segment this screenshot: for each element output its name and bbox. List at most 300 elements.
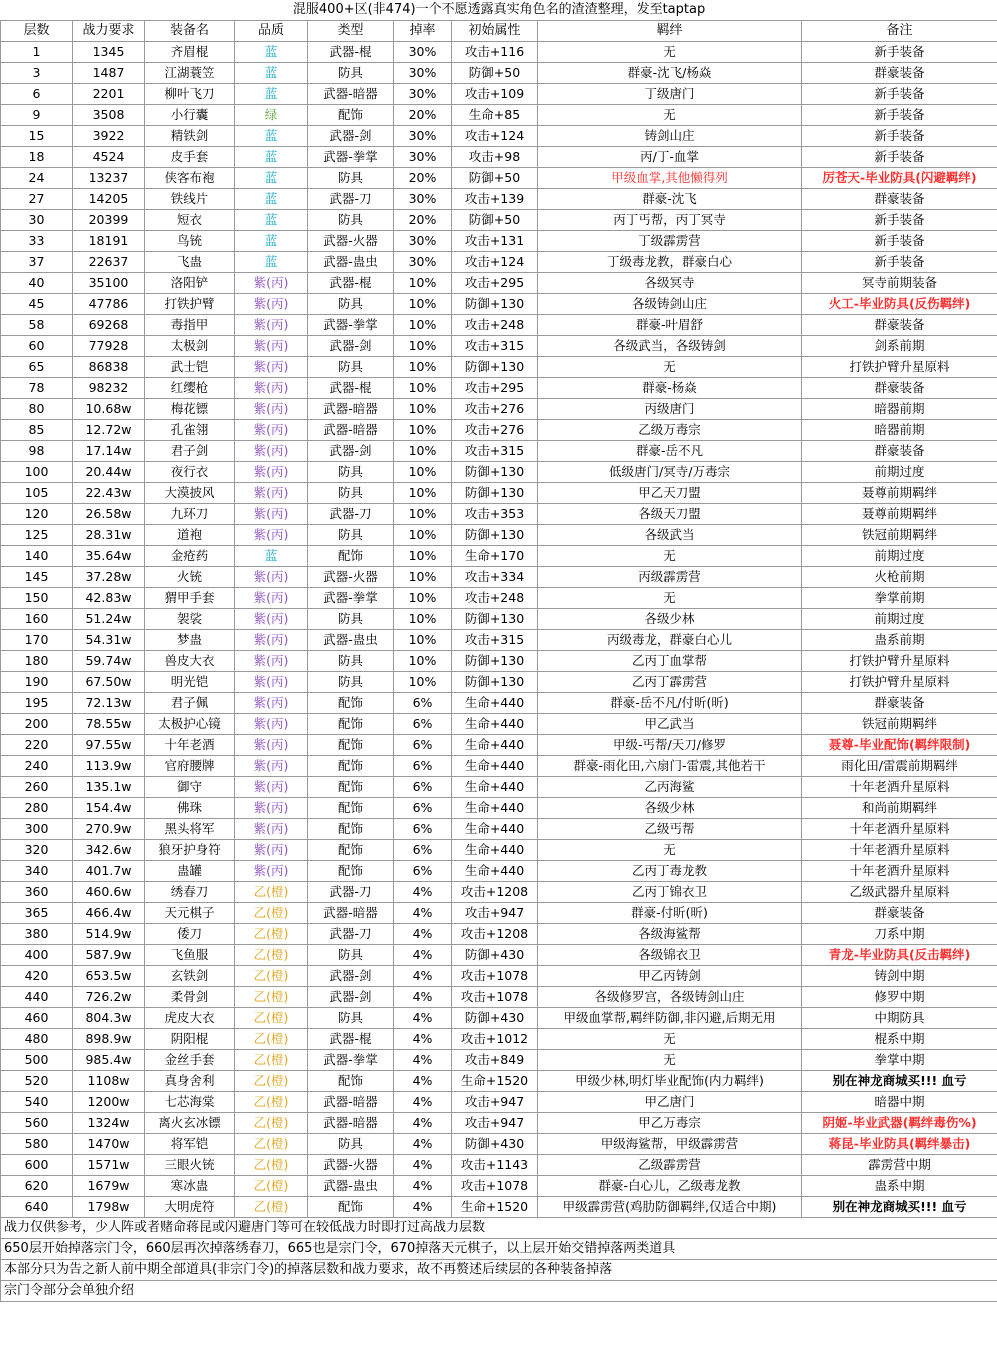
cell-type: 武器-剑 <box>308 126 394 147</box>
cell-name: 离火玄冰镖 <box>145 1113 235 1134</box>
cell-bond: 丙级毒龙，群豪白心儿 <box>538 630 802 651</box>
cell-type: 防具 <box>308 462 394 483</box>
footnote-text: 本部分只为告之新人前中期全部道具(非宗门令)的掉落层数和战力要求，故不再赘述后续层的各种装备掉落 <box>1 1260 997 1281</box>
header-name: 装备名 <box>145 21 235 42</box>
cell-rate: 6% <box>394 714 452 735</box>
sheet-title: 混服400+区(非474)一个不愿透露真实角色名的渣渣整理，发至taptap <box>292 2 706 17</box>
table-row <box>1 84 997 105</box>
cell-name: 御守 <box>145 777 235 798</box>
cell-bond: 群豪-雨化田,六扇门-雷震,其他若干 <box>538 756 802 777</box>
cell-attr: 生命+440 <box>452 735 538 756</box>
cell-rate: 10% <box>394 504 452 525</box>
cell-power: 59.74w <box>73 651 145 672</box>
cell-attr: 防御+130 <box>452 294 538 315</box>
cell-bond: 乙级万毒宗 <box>538 420 802 441</box>
cell-note: 铁冠前期羁绊 <box>802 714 997 735</box>
cell-rate: 4% <box>394 1008 452 1029</box>
cell-bond: 乙丙丁血掌帮 <box>538 651 802 672</box>
footnote-row <box>1 1260 997 1281</box>
cell-type: 防具 <box>308 210 394 231</box>
table-row <box>1 651 997 672</box>
table-row <box>1 840 997 861</box>
cell-note: 霹雳营中期 <box>802 1155 997 1176</box>
cell-name: 袈裟 <box>145 609 235 630</box>
cell-rate: 20% <box>394 210 452 231</box>
cell-name: 玄铁剑 <box>145 966 235 987</box>
cell-level: 460 <box>1 1008 73 1029</box>
cell-quality: 乙(橙) <box>235 1071 308 1092</box>
cell-rate: 4% <box>394 1155 452 1176</box>
table-row <box>1 588 997 609</box>
cell-type: 武器-暗器 <box>308 420 394 441</box>
cell-name: 皮手套 <box>145 147 235 168</box>
cell-quality: 蓝 <box>235 168 308 189</box>
cell-name: 红缨枪 <box>145 378 235 399</box>
cell-name: 金丝手套 <box>145 1050 235 1071</box>
cell-level: 340 <box>1 861 73 882</box>
cell-power: 342.6w <box>73 840 145 861</box>
cell-power: 77928 <box>73 336 145 357</box>
cell-rate: 4% <box>394 1134 452 1155</box>
cell-note: 十年老酒升星原料 <box>802 861 997 882</box>
cell-attr: 攻击+295 <box>452 378 538 399</box>
cell-level: 65 <box>1 357 73 378</box>
cell-rate: 6% <box>394 777 452 798</box>
cell-type: 防具 <box>308 483 394 504</box>
table-row <box>1 945 997 966</box>
cell-rate: 4% <box>394 966 452 987</box>
table-row <box>1 798 997 819</box>
cell-type: 武器-蛊虫 <box>308 630 394 651</box>
cell-name: 小行囊 <box>145 105 235 126</box>
cell-type: 武器-暗器 <box>308 1113 394 1134</box>
cell-bond: 各级锦衣卫 <box>538 945 802 966</box>
cell-quality: 蓝 <box>235 210 308 231</box>
cell-type: 配饰 <box>308 546 394 567</box>
cell-power: 1470w <box>73 1134 145 1155</box>
cell-power: 1345 <box>73 42 145 63</box>
cell-note: 冥寺前期装备 <box>802 273 997 294</box>
table-row <box>1 609 997 630</box>
cell-bond: 无 <box>538 840 802 861</box>
cell-name: 蛊罐 <box>145 861 235 882</box>
cell-level: 125 <box>1 525 73 546</box>
cell-attr: 攻击+276 <box>452 420 538 441</box>
table-row <box>1 861 997 882</box>
cell-power: 154.4w <box>73 798 145 819</box>
cell-name: 毒指甲 <box>145 315 235 336</box>
cell-quality: 紫(丙) <box>235 567 308 588</box>
cell-level: 190 <box>1 672 73 693</box>
cell-attr: 攻击+1143 <box>452 1155 538 1176</box>
table-row <box>1 756 997 777</box>
cell-note: 和尚前期羁绊 <box>802 798 997 819</box>
cell-level: 27 <box>1 189 73 210</box>
table-row <box>1 231 997 252</box>
cell-type: 配饰 <box>308 1197 394 1218</box>
cell-note: 别在神龙商城买!!! 血亏 <box>802 1071 997 1092</box>
table-row <box>1 273 997 294</box>
cell-bond: 各级修罗宫，各级铸剑山庄 <box>538 987 802 1008</box>
cell-name: 打铁护臂 <box>145 294 235 315</box>
cell-rate: 20% <box>394 105 452 126</box>
cell-attr: 攻击+1208 <box>452 924 538 945</box>
cell-bond: 甲级少林,明灯毕业配饰(内力羁绊) <box>538 1071 802 1092</box>
cell-bond: 群豪-付昕(昕) <box>538 903 802 924</box>
cell-name: 金疮药 <box>145 546 235 567</box>
cell-note: 暗器前期 <box>802 399 997 420</box>
cell-rate: 30% <box>394 84 452 105</box>
table-row <box>1 189 997 210</box>
cell-note: 新手装备 <box>802 231 997 252</box>
cell-power: 20.44w <box>73 462 145 483</box>
cell-type: 武器-火器 <box>308 1155 394 1176</box>
cell-type: 防具 <box>308 1134 394 1155</box>
cell-name: 梅花镖 <box>145 399 235 420</box>
cell-level: 80 <box>1 399 73 420</box>
cell-name: 精铁剑 <box>145 126 235 147</box>
cell-level: 420 <box>1 966 73 987</box>
cell-type: 配饰 <box>308 861 394 882</box>
cell-quality: 紫(丙) <box>235 777 308 798</box>
cell-type: 武器-拳掌 <box>308 315 394 336</box>
cell-attr: 攻击+353 <box>452 504 538 525</box>
cell-note: 火工-毕业防具(反伤羁绊) <box>802 294 997 315</box>
cell-rate: 10% <box>394 315 452 336</box>
cell-attr: 攻击+295 <box>452 273 538 294</box>
cell-quality: 紫(丙) <box>235 840 308 861</box>
cell-type: 武器-刀 <box>308 504 394 525</box>
cell-rate: 10% <box>394 378 452 399</box>
cell-level: 120 <box>1 504 73 525</box>
cell-rate: 10% <box>394 546 452 567</box>
cell-quality: 乙(橙) <box>235 945 308 966</box>
cell-bond: 乙级霹雳营 <box>538 1155 802 1176</box>
cell-power: 1571w <box>73 1155 145 1176</box>
cell-quality: 乙(橙) <box>235 1008 308 1029</box>
header-attr: 初始属性 <box>452 21 538 42</box>
cell-level: 150 <box>1 588 73 609</box>
cell-bond: 各级铸剑山庄 <box>538 294 802 315</box>
cell-type: 武器-拳掌 <box>308 588 394 609</box>
cell-quality: 乙(橙) <box>235 903 308 924</box>
cell-type: 武器-棍 <box>308 1029 394 1050</box>
cell-type: 武器-刀 <box>308 189 394 210</box>
cell-power: 20399 <box>73 210 145 231</box>
cell-power: 37.28w <box>73 567 145 588</box>
cell-power: 1200w <box>73 1092 145 1113</box>
cell-attr: 生命+1520 <box>452 1197 538 1218</box>
cell-quality: 紫(丙) <box>235 630 308 651</box>
cell-power: 26.58w <box>73 504 145 525</box>
cell-note: 聂尊前期羁绊 <box>802 504 997 525</box>
cell-quality: 蓝 <box>235 546 308 567</box>
cell-attr: 攻击+98 <box>452 147 538 168</box>
cell-name: 十年老酒 <box>145 735 235 756</box>
cell-power: 1108w <box>73 1071 145 1092</box>
cell-type: 武器-刀 <box>308 882 394 903</box>
cell-name: 明光铠 <box>145 672 235 693</box>
table-row <box>1 147 997 168</box>
cell-level: 240 <box>1 756 73 777</box>
cell-bond: 丁级唐门 <box>538 84 802 105</box>
cell-attr: 防御+130 <box>452 672 538 693</box>
cell-level: 520 <box>1 1071 73 1092</box>
table-row <box>1 1197 997 1218</box>
cell-note: 打铁护臂升星原料 <box>802 651 997 672</box>
header-type: 类型 <box>308 21 394 42</box>
cell-type: 配饰 <box>308 735 394 756</box>
cell-bond: 甲级血掌帮,羁绊防御,非闪避,后期无用 <box>538 1008 802 1029</box>
cell-rate: 4% <box>394 1050 452 1071</box>
cell-note: 前期过度 <box>802 609 997 630</box>
cell-rate: 10% <box>394 609 452 630</box>
table-row <box>1 126 997 147</box>
cell-quality: 乙(橙) <box>235 1113 308 1134</box>
cell-attr: 攻击+849 <box>452 1050 538 1071</box>
cell-attr: 生命+440 <box>452 861 538 882</box>
cell-attr: 生命+85 <box>452 105 538 126</box>
cell-attr: 防御+430 <box>452 945 538 966</box>
cell-bond: 群豪-叶眉舒 <box>538 315 802 336</box>
cell-note: 蛊系中期 <box>802 1176 997 1197</box>
cell-type: 防具 <box>308 357 394 378</box>
cell-power: 587.9w <box>73 945 145 966</box>
cell-quality: 乙(橙) <box>235 1050 308 1071</box>
table-row <box>1 1113 997 1134</box>
cell-attr: 生命+440 <box>452 756 538 777</box>
cell-note: 聂尊前期羁绊 <box>802 483 997 504</box>
cell-quality: 紫(丙) <box>235 819 308 840</box>
cell-level: 58 <box>1 315 73 336</box>
cell-rate: 4% <box>394 1029 452 1050</box>
cell-type: 防具 <box>308 609 394 630</box>
cell-level: 85 <box>1 420 73 441</box>
cell-rate: 30% <box>394 147 452 168</box>
cell-note: 中期防具 <box>802 1008 997 1029</box>
cell-rate: 4% <box>394 945 452 966</box>
cell-note: 新手装备 <box>802 147 997 168</box>
cell-power: 514.9w <box>73 924 145 945</box>
cell-type: 防具 <box>308 651 394 672</box>
cell-power: 985.4w <box>73 1050 145 1071</box>
cell-power: 653.5w <box>73 966 145 987</box>
cell-name: 寒冰蛊 <box>145 1176 235 1197</box>
table-row <box>1 630 997 651</box>
cell-name: 道袍 <box>145 525 235 546</box>
cell-rate: 6% <box>394 756 452 777</box>
cell-name: 太极剑 <box>145 336 235 357</box>
cell-level: 540 <box>1 1092 73 1113</box>
cell-attr: 攻击+109 <box>452 84 538 105</box>
cell-type: 武器-暗器 <box>308 84 394 105</box>
cell-note: 铁冠前期羁绊 <box>802 525 997 546</box>
cell-power: 35.64w <box>73 546 145 567</box>
cell-note: 打铁护臂升星原料 <box>802 357 997 378</box>
cell-note: 拳掌中期 <box>802 1050 997 1071</box>
cell-type: 防具 <box>308 1008 394 1029</box>
cell-quality: 乙(橙) <box>235 1197 308 1218</box>
cell-attr: 攻击+1012 <box>452 1029 538 1050</box>
cell-rate: 10% <box>394 630 452 651</box>
cell-note: 剑系前期 <box>802 336 997 357</box>
cell-name: 柳叶飞刀 <box>145 84 235 105</box>
cell-level: 380 <box>1 924 73 945</box>
cell-name: 齐眉棍 <box>145 42 235 63</box>
cell-power: 1798w <box>73 1197 145 1218</box>
header-level: 层数 <box>1 21 73 42</box>
cell-type: 配饰 <box>308 714 394 735</box>
cell-bond: 各级武当，各级铸剑 <box>538 336 802 357</box>
cell-rate: 4% <box>394 924 452 945</box>
cell-power: 67.50w <box>73 672 145 693</box>
cell-attr: 防御+430 <box>452 1134 538 1155</box>
cell-level: 365 <box>1 903 73 924</box>
cell-rate: 10% <box>394 462 452 483</box>
cell-quality: 蓝 <box>235 252 308 273</box>
cell-power: 2201 <box>73 84 145 105</box>
table-row <box>1 105 997 126</box>
cell-attr: 攻击+139 <box>452 189 538 210</box>
cell-quality: 蓝 <box>235 42 308 63</box>
cell-name: 君子剑 <box>145 441 235 462</box>
cell-level: 160 <box>1 609 73 630</box>
cell-type: 防具 <box>308 294 394 315</box>
cell-level: 1 <box>1 42 73 63</box>
table-row <box>1 252 997 273</box>
cell-level: 580 <box>1 1134 73 1155</box>
cell-level: 40 <box>1 273 73 294</box>
cell-bond: 乙级丐帮 <box>538 819 802 840</box>
cell-quality: 乙(橙) <box>235 1134 308 1155</box>
cell-attr: 攻击+276 <box>452 399 538 420</box>
cell-quality: 蓝 <box>235 63 308 84</box>
cell-attr: 攻击+1208 <box>452 882 538 903</box>
table-row <box>1 1029 997 1050</box>
cell-type: 武器-剑 <box>308 966 394 987</box>
cell-note: 火枪前期 <box>802 567 997 588</box>
cell-note: 新手装备 <box>802 210 997 231</box>
cell-attr: 防御+50 <box>452 210 538 231</box>
cell-rate: 10% <box>394 441 452 462</box>
cell-power: 78.55w <box>73 714 145 735</box>
cell-rate: 4% <box>394 1092 452 1113</box>
cell-quality: 乙(橙) <box>235 924 308 945</box>
cell-attr: 攻击+315 <box>452 441 538 462</box>
table-row <box>1 672 997 693</box>
table-row <box>1 168 997 189</box>
title-row <box>1 0 997 21</box>
cell-note: 新手装备 <box>802 42 997 63</box>
table-row <box>1 987 997 1008</box>
cell-name: 佛珠 <box>145 798 235 819</box>
cell-type: 武器-拳掌 <box>308 147 394 168</box>
cell-note: 十年老酒升星原料 <box>802 840 997 861</box>
cell-level: 3 <box>1 63 73 84</box>
cell-power: 47786 <box>73 294 145 315</box>
cell-power: 1324w <box>73 1113 145 1134</box>
header-note: 备注 <box>802 21 997 42</box>
cell-attr: 生命+440 <box>452 798 538 819</box>
cell-level: 45 <box>1 294 73 315</box>
cell-bond: 群豪-沈飞/杨焱 <box>538 63 802 84</box>
cell-name: 太极护心镜 <box>145 714 235 735</box>
cell-bond: 丙级唐门 <box>538 399 802 420</box>
cell-note: 新手装备 <box>802 126 997 147</box>
cell-attr: 攻击+1078 <box>452 1176 538 1197</box>
cell-attr: 生命+1520 <box>452 1071 538 1092</box>
cell-power: 4524 <box>73 147 145 168</box>
cell-bond: 甲级-丐帮/天刀/修罗 <box>538 735 802 756</box>
table-row <box>1 504 997 525</box>
cell-bond: 无 <box>538 546 802 567</box>
cell-power: 270.9w <box>73 819 145 840</box>
cell-note: 打铁护臂升星原料 <box>802 672 997 693</box>
cell-bond: 乙丙丁毒龙教 <box>538 861 802 882</box>
cell-attr: 攻击+947 <box>452 1113 538 1134</box>
cell-level: 600 <box>1 1155 73 1176</box>
cell-rate: 30% <box>394 63 452 84</box>
cell-note: 前期过度 <box>802 546 997 567</box>
cell-power: 28.31w <box>73 525 145 546</box>
cell-rate: 10% <box>394 399 452 420</box>
cell-quality: 紫(丙) <box>235 756 308 777</box>
cell-rate: 30% <box>394 189 452 210</box>
cell-quality: 紫(丙) <box>235 441 308 462</box>
cell-level: 100 <box>1 462 73 483</box>
cell-rate: 10% <box>394 651 452 672</box>
cell-level: 500 <box>1 1050 73 1071</box>
cell-bond: 乙丙丁锦衣卫 <box>538 882 802 903</box>
footnote-row <box>1 1281 997 1302</box>
cell-power: 726.2w <box>73 987 145 1008</box>
cell-level: 260 <box>1 777 73 798</box>
cell-name: 黑头将军 <box>145 819 235 840</box>
table-row <box>1 546 997 567</box>
cell-name: 绣春刀 <box>145 882 235 903</box>
table-row <box>1 882 997 903</box>
cell-type: 武器-拳掌 <box>308 1050 394 1071</box>
cell-quality: 乙(橙) <box>235 1176 308 1197</box>
cell-rate: 4% <box>394 987 452 1008</box>
cell-note: 乙级武器升星原料 <box>802 882 997 903</box>
cell-level: 15 <box>1 126 73 147</box>
cell-attr: 生命+440 <box>452 693 538 714</box>
cell-quality: 紫(丙) <box>235 798 308 819</box>
cell-level: 180 <box>1 651 73 672</box>
cell-type: 防具 <box>308 525 394 546</box>
cell-rate: 10% <box>394 672 452 693</box>
cell-attr: 攻击+131 <box>452 231 538 252</box>
cell-name: 武士铠 <box>145 357 235 378</box>
cell-quality: 乙(橙) <box>235 987 308 1008</box>
cell-attr: 攻击+124 <box>452 252 538 273</box>
table-row <box>1 693 997 714</box>
cell-power: 1679w <box>73 1176 145 1197</box>
cell-note: 新手装备 <box>802 84 997 105</box>
cell-bond: 群豪-岳不凡/付昕(昕) <box>538 693 802 714</box>
cell-level: 300 <box>1 819 73 840</box>
cell-level: 140 <box>1 546 73 567</box>
cell-name: 倭刀 <box>145 924 235 945</box>
table-row <box>1 903 997 924</box>
cell-type: 防具 <box>308 672 394 693</box>
cell-name: 三眼火铳 <box>145 1155 235 1176</box>
table-row <box>1 525 997 546</box>
cell-quality: 蓝 <box>235 84 308 105</box>
cell-rate: 6% <box>394 861 452 882</box>
cell-level: 18 <box>1 147 73 168</box>
